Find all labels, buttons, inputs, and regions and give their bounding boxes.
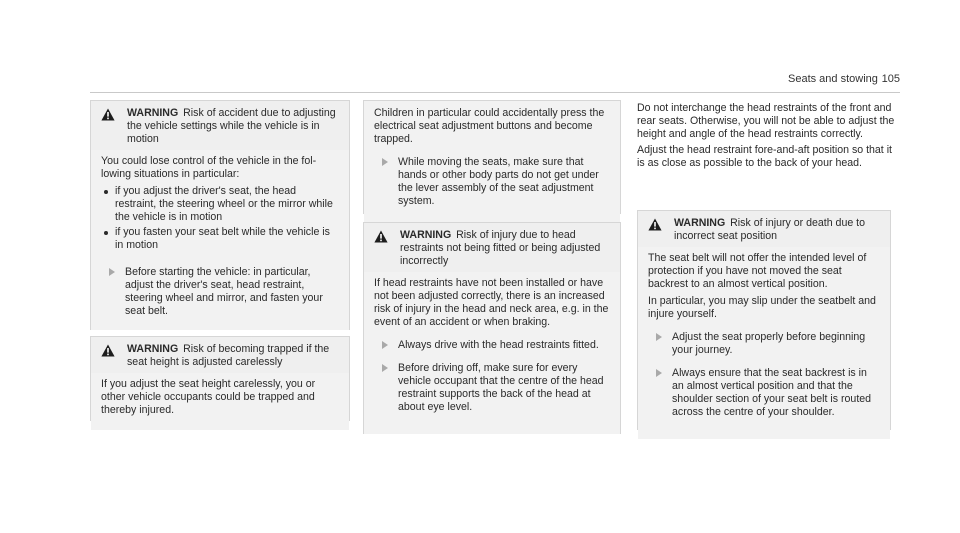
- step-arrow-icon: [382, 341, 388, 349]
- warning-text: The seat belt will not offer the intended level of protection if you have not moved the seat backrest to an almost vertical position.: [648, 252, 867, 290]
- instruction-step: [101, 266, 339, 318]
- warning-text: In particular, you may slip under the seatbelt and injure yourself.: [648, 295, 876, 320]
- warning-triangle-icon: [374, 229, 400, 247]
- step-text: Adjust the seat properly before beginning your journey.: [672, 331, 866, 356]
- warning-heading: Risk of injury due to head restraints not being fitted or being adjusted incorrectly: [400, 229, 601, 267]
- step-arrow-icon: [109, 268, 115, 276]
- step-arrow-icon: [656, 333, 662, 341]
- warning-label: WARNING: [127, 343, 179, 355]
- paragraph: Do not interchange the head restraints of the front and rear seats. Otherwise, you will not be able to adjust the height and angle of the head restraints correctly.: [637, 102, 895, 140]
- warning-body: [638, 247, 890, 439]
- step-arrow-icon: [656, 369, 662, 377]
- warning-body: [91, 373, 349, 430]
- warning-header: [91, 337, 349, 373]
- bullet-item: if you adjust the driver's seat, the head restraint, the steering wheel or the mirror while the vehicle is in motion: [101, 185, 339, 224]
- paragraph: Adjust the head restraint fore-and-aft position so that it is as close as possible to the back of your head.: [637, 144, 892, 169]
- warning-box-accident: [90, 100, 350, 330]
- warning-triangle-icon: [101, 107, 127, 125]
- warning-heading: Risk of accident due to adjusting the vehicle settings while the vehicle is in motion: [127, 107, 336, 145]
- warning-body: [364, 101, 620, 226]
- warning-intro: You could lose control of the vehicle in the following situations in particular:: [101, 155, 317, 180]
- warning-bullet-list: [101, 185, 339, 252]
- warning-text: If you adjust the seat height carelessly, you or other vehicle occupants could be trapped and thereby injured.: [101, 378, 316, 416]
- step-text: Always drive with the head restraints fitted.: [398, 339, 599, 351]
- step-text: While moving the seats, make sure that hands or other body parts do not get under the lever assembly of the seat adjustment system.: [398, 156, 599, 207]
- warning-header: [638, 211, 890, 247]
- instruction-step: [648, 331, 880, 357]
- warning-triangle-icon: [101, 343, 127, 361]
- header-rule: [90, 92, 900, 93]
- warning-heading: Risk of injury or death due to incorrect seat position: [674, 217, 866, 242]
- warning-text: Children in particular could accidentally press the electrical seat adjustment buttons and become trapped.: [374, 107, 605, 145]
- warning-triangle-icon: [648, 217, 674, 235]
- warning-text: If head restraints have not been installed or have not been adjusted correctly, there is an increased risk of injury in the head and neck area, e.g. in the event of an accident or when braking.: [374, 277, 609, 328]
- page-header: [788, 73, 900, 87]
- warning-box-seat-position: [637, 210, 891, 430]
- warning-body: [364, 272, 620, 434]
- body-text: [637, 102, 895, 173]
- warning-label: WARNING: [674, 217, 726, 229]
- step-text: Before starting the vehicle: in particular, adjust the driver's seat, head restraint, steering wheel and mirror, and fasten your seat belt.: [125, 266, 323, 317]
- instruction-step: [374, 339, 610, 352]
- warning-label: WARNING: [127, 107, 179, 119]
- warning-box-trapped: [90, 336, 350, 421]
- section-title: Seats and stowing: [788, 73, 878, 85]
- warning-heading: Risk of becoming trapped if the seat height is adjusted carelessly: [127, 343, 330, 368]
- step-text: Always ensure that the seat backrest is in an almost vertical position and that the shoulder section of your seat belt is routed across the centre of your shoulder.: [672, 367, 872, 418]
- bullet-item: if you fasten your seat belt while the vehicle is in motion: [101, 226, 339, 252]
- page-number: 105: [881, 73, 900, 85]
- step-arrow-icon: [382, 158, 388, 166]
- step-text: Before driving off, make sure for every vehicle occupant that the centre of the head restraint supports the back of the head at about eye level.: [398, 362, 604, 413]
- step-arrow-icon: [382, 364, 388, 372]
- warning-box-continuation: [363, 100, 621, 214]
- warning-body: [91, 150, 349, 330]
- warning-box-head-restraints: [363, 222, 621, 434]
- warning-header: [91, 101, 349, 150]
- warning-label: WARNING: [400, 229, 452, 241]
- instruction-step: [374, 156, 610, 208]
- instruction-step: [648, 367, 880, 419]
- warning-header: [364, 223, 620, 272]
- instruction-step: [374, 362, 610, 414]
